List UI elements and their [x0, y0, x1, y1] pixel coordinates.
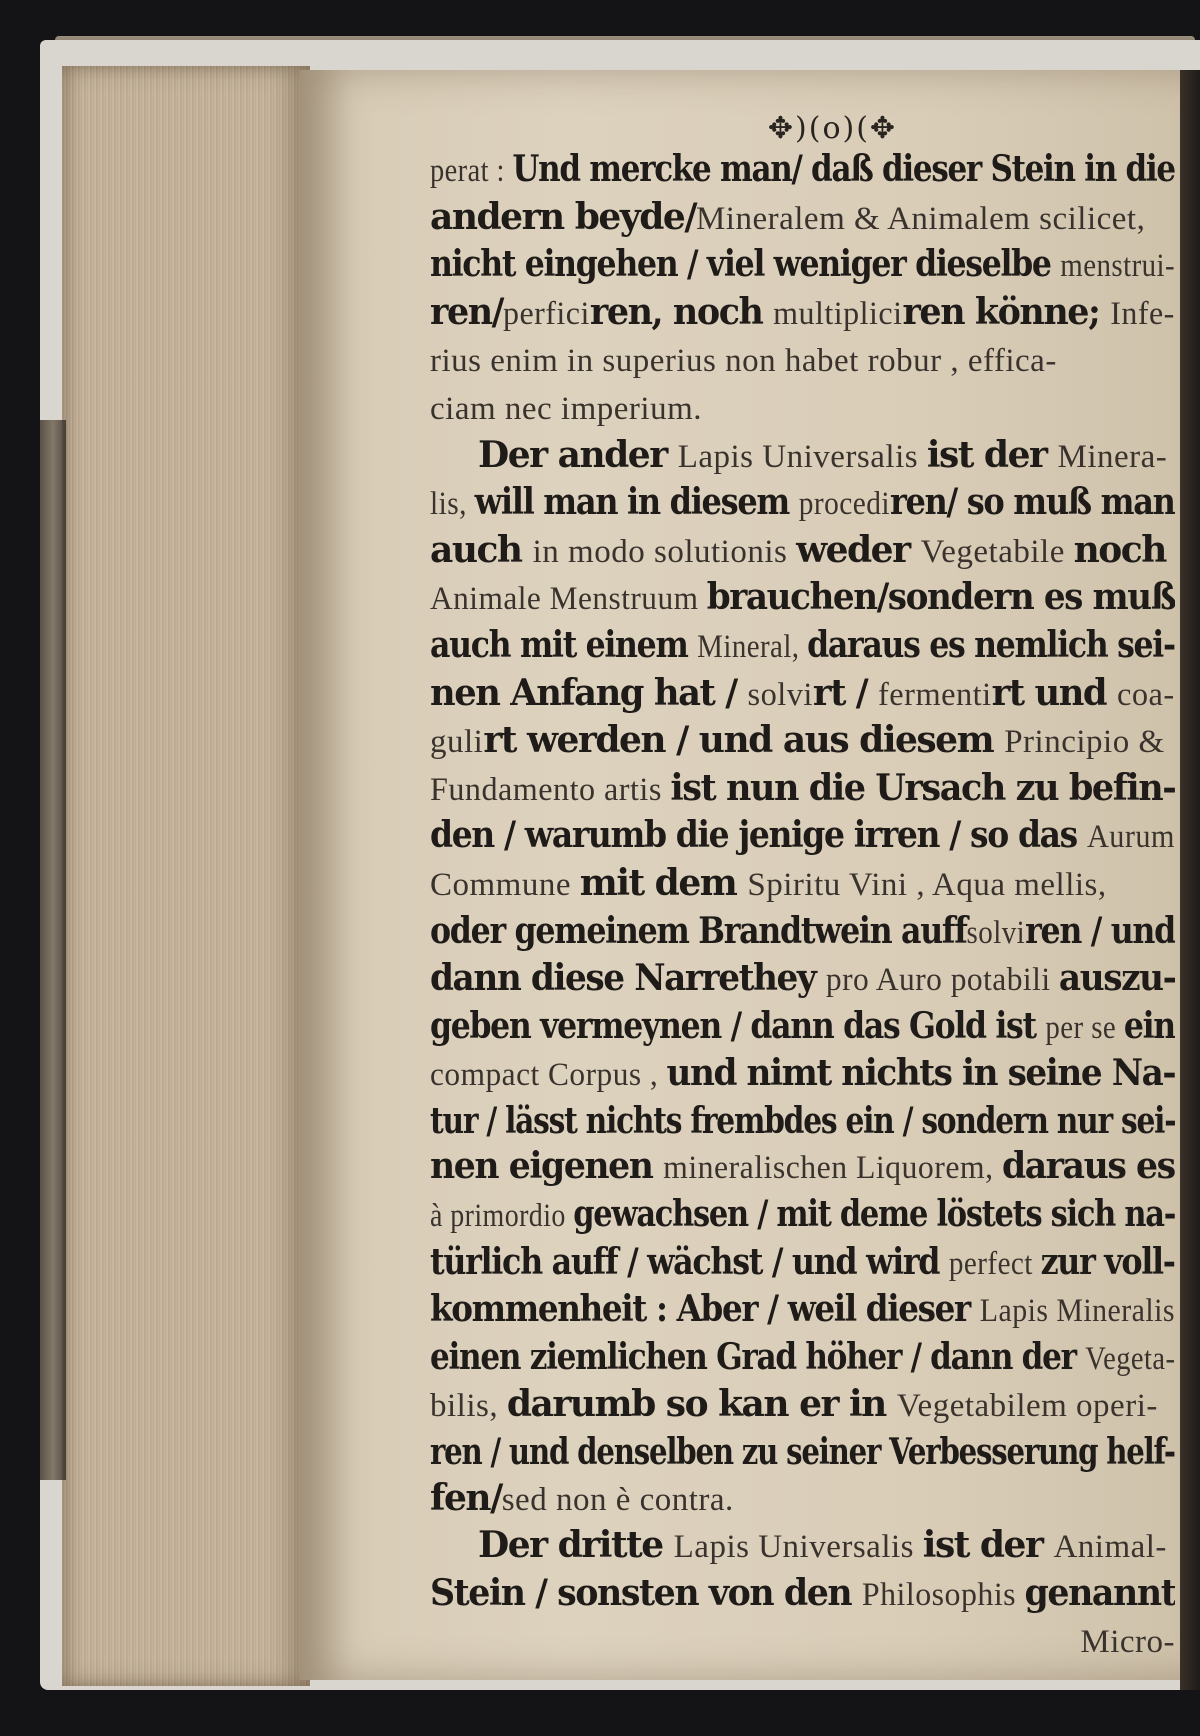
text-line [430, 1050, 1175, 1098]
latin-text: Principio & [1004, 724, 1165, 761]
fraktur-text: geben vermeynen / dann das Gold ist [430, 1004, 1046, 1047]
fraktur-text: ist der [922, 1524, 1054, 1567]
latin-text: Infe- [1110, 295, 1175, 332]
latin-text: bilis, [430, 1388, 507, 1425]
fraktur-text: ist nun die Ursach zu befin- [670, 766, 1175, 809]
text-line [430, 194, 1175, 242]
latin-text: Vegetabile [920, 533, 1074, 570]
fraktur-text: Der dritte [478, 1524, 674, 1567]
latin-text: à primordio [430, 1198, 574, 1235]
latin-text: Philosophis [861, 1576, 1025, 1613]
fraktur-text: ren/ so muß man [889, 481, 1175, 524]
page-text-block [430, 112, 1175, 1665]
fraktur-text: ren / und [1025, 909, 1175, 952]
text-line [430, 765, 1175, 813]
fraktur-text: ren könne; [902, 290, 1111, 333]
cover-spine-edge [40, 420, 66, 1480]
fraktur-text: weder [796, 528, 921, 571]
fraktur-text: ist der [926, 433, 1058, 476]
fraktur-text: ren/ [430, 290, 503, 333]
text-line [430, 670, 1175, 718]
fraktur-text: andern beyde/ [430, 195, 696, 238]
latin-text: perfici [502, 295, 590, 332]
latin-text: mineralischen Liquorem, [663, 1150, 1002, 1187]
latin-text: Aurum [1086, 819, 1175, 856]
fraktur-text: und nimt nichts in seine Na- [666, 1052, 1175, 1095]
latin-text: Lapis Universalis [677, 438, 927, 475]
text-line [430, 1143, 1175, 1191]
latin-text: Commune [430, 866, 580, 903]
page-edges [62, 66, 310, 1686]
latin-text: compact Corpus , [430, 1057, 667, 1094]
fraktur-text: tur / lässt nichts frembdes ein / sondern nur sei- [430, 1099, 1175, 1142]
text-line [430, 908, 1175, 956]
fraktur-text: mit dem [579, 861, 748, 904]
text-line [430, 1003, 1175, 1051]
latin-text: multiplici [773, 295, 903, 332]
fraktur-text: zur voll- [1040, 1240, 1175, 1283]
latin-text: coa- [1116, 676, 1175, 713]
fraktur-text: Und mercke man/ daß dieser Stein in die [512, 148, 1175, 190]
fraktur-text: auch mit einem [430, 623, 698, 666]
latin-text: Lapis Universalis [673, 1529, 923, 1566]
text-line [430, 336, 1175, 384]
text-line [430, 717, 1175, 765]
page-gutter-shadow [1180, 70, 1200, 1690]
text-line [430, 432, 1175, 480]
latin-text: Animal- [1053, 1529, 1167, 1566]
fraktur-text: oder gemeinem Brandtwein auff [430, 909, 967, 952]
text-line [430, 812, 1175, 860]
text-line [430, 1570, 1175, 1618]
fraktur-text: nicht eingehen / viel weniger dieselbe [430, 243, 1061, 286]
text-line [430, 479, 1175, 527]
fraktur-text: Stein / sonsten von den [430, 1571, 862, 1614]
text-line [430, 1522, 1175, 1570]
latin-text: procedi [798, 486, 890, 523]
latin-text: in modo solutionis [532, 533, 797, 570]
text-line [430, 574, 1175, 622]
text-lines [430, 146, 1175, 1617]
text-line [430, 1475, 1175, 1523]
fraktur-text: gewachsen / mit deme löstets sich na- [573, 1193, 1175, 1236]
fraktur-text: darumb so kan er in [506, 1383, 897, 1426]
text-line [430, 1381, 1175, 1429]
fraktur-text: rt / [812, 671, 879, 714]
latin-text: fermenti [878, 676, 992, 713]
latin-text: rius enim in superius non habet robur , effica- [430, 343, 1057, 380]
text-line [430, 289, 1175, 337]
text-line [430, 527, 1175, 575]
fraktur-text: rt werden / und aus diesem [483, 719, 1005, 762]
fraktur-text: ein [1123, 1004, 1175, 1047]
text-line [430, 1191, 1175, 1239]
text-line [430, 860, 1175, 908]
fraktur-text: kommenheit : Aber / weil dieser [430, 1288, 980, 1331]
text-line [430, 1239, 1175, 1287]
running-head: ✥)(o)(✥ [767, 111, 898, 146]
latin-text: pro Auro potabili [825, 962, 1059, 999]
latin-text: sed non è contra. [501, 1481, 734, 1518]
fraktur-text: daraus es nemlich sei- [807, 623, 1175, 666]
fraktur-text: daraus es [1001, 1145, 1175, 1188]
latin-text: Mineral, [697, 628, 808, 665]
text-line [430, 622, 1175, 670]
fraktur-text: dann diese Narrethey [430, 957, 826, 1000]
fraktur-text: noch [1073, 528, 1166, 571]
fraktur-text: rt und [991, 671, 1117, 714]
latin-text: Fundamento artis [430, 771, 671, 808]
latin-text: Vegeta- [1085, 1340, 1175, 1377]
fraktur-text: türlich auff / wächst / und wird [430, 1240, 949, 1283]
latin-text: Minera- [1057, 438, 1168, 475]
latin-text: ciam nec imperium. [430, 390, 702, 427]
latin-text: perfect [948, 1245, 1041, 1282]
text-line [430, 955, 1175, 1003]
text-line [430, 1286, 1175, 1334]
fraktur-text: nen Anfang hat / [430, 671, 748, 714]
latin-text: menstrui- [1060, 248, 1175, 285]
latin-text: Lapis Mineralis [979, 1293, 1175, 1330]
fraktur-text: will man in diesem [474, 481, 799, 524]
text-line [430, 241, 1175, 289]
latin-text: Spiritu Vini , Aqua mellis, [747, 866, 1107, 903]
fraktur-text: fen/ [430, 1476, 502, 1519]
fraktur-text: Der ander [478, 433, 678, 476]
latin-text: perat : [430, 153, 513, 189]
text-line [430, 384, 1175, 432]
catchword-text: Micro- [1080, 1624, 1175, 1661]
text-line [430, 1429, 1175, 1475]
text-line [430, 1098, 1175, 1144]
latin-text: Vegetabilem operi- [896, 1388, 1158, 1425]
fraktur-text: brauchen/sondern es muß [706, 576, 1175, 619]
text-line [430, 146, 1175, 194]
fraktur-text: genannt [1024, 1571, 1175, 1614]
latin-text: guli [430, 724, 484, 761]
latin-text: solvi [966, 914, 1026, 951]
latin-text: Mineralem & Animalem scilicet, [695, 200, 1146, 237]
fraktur-text: auszu- [1058, 957, 1175, 1000]
fraktur-text: den / warumb die jenige irren / so das [430, 814, 1087, 857]
latin-text: per se [1045, 1009, 1124, 1046]
fraktur-text: auch [430, 528, 533, 571]
latin-text: lis, [430, 486, 475, 523]
latin-text: Animale Menstruum [430, 581, 707, 618]
fraktur-text: ren, noch [589, 290, 774, 333]
text-line [430, 1334, 1175, 1382]
fraktur-text: einen ziemlichen Grad höher / dann der [430, 1335, 1086, 1378]
fraktur-text: nen eigenen [430, 1145, 664, 1188]
latin-text: solvi [747, 676, 813, 713]
fraktur-text: ren / und denselben zu seiner Verbesserung helf- [430, 1431, 1175, 1474]
catchword [430, 1617, 1175, 1665]
